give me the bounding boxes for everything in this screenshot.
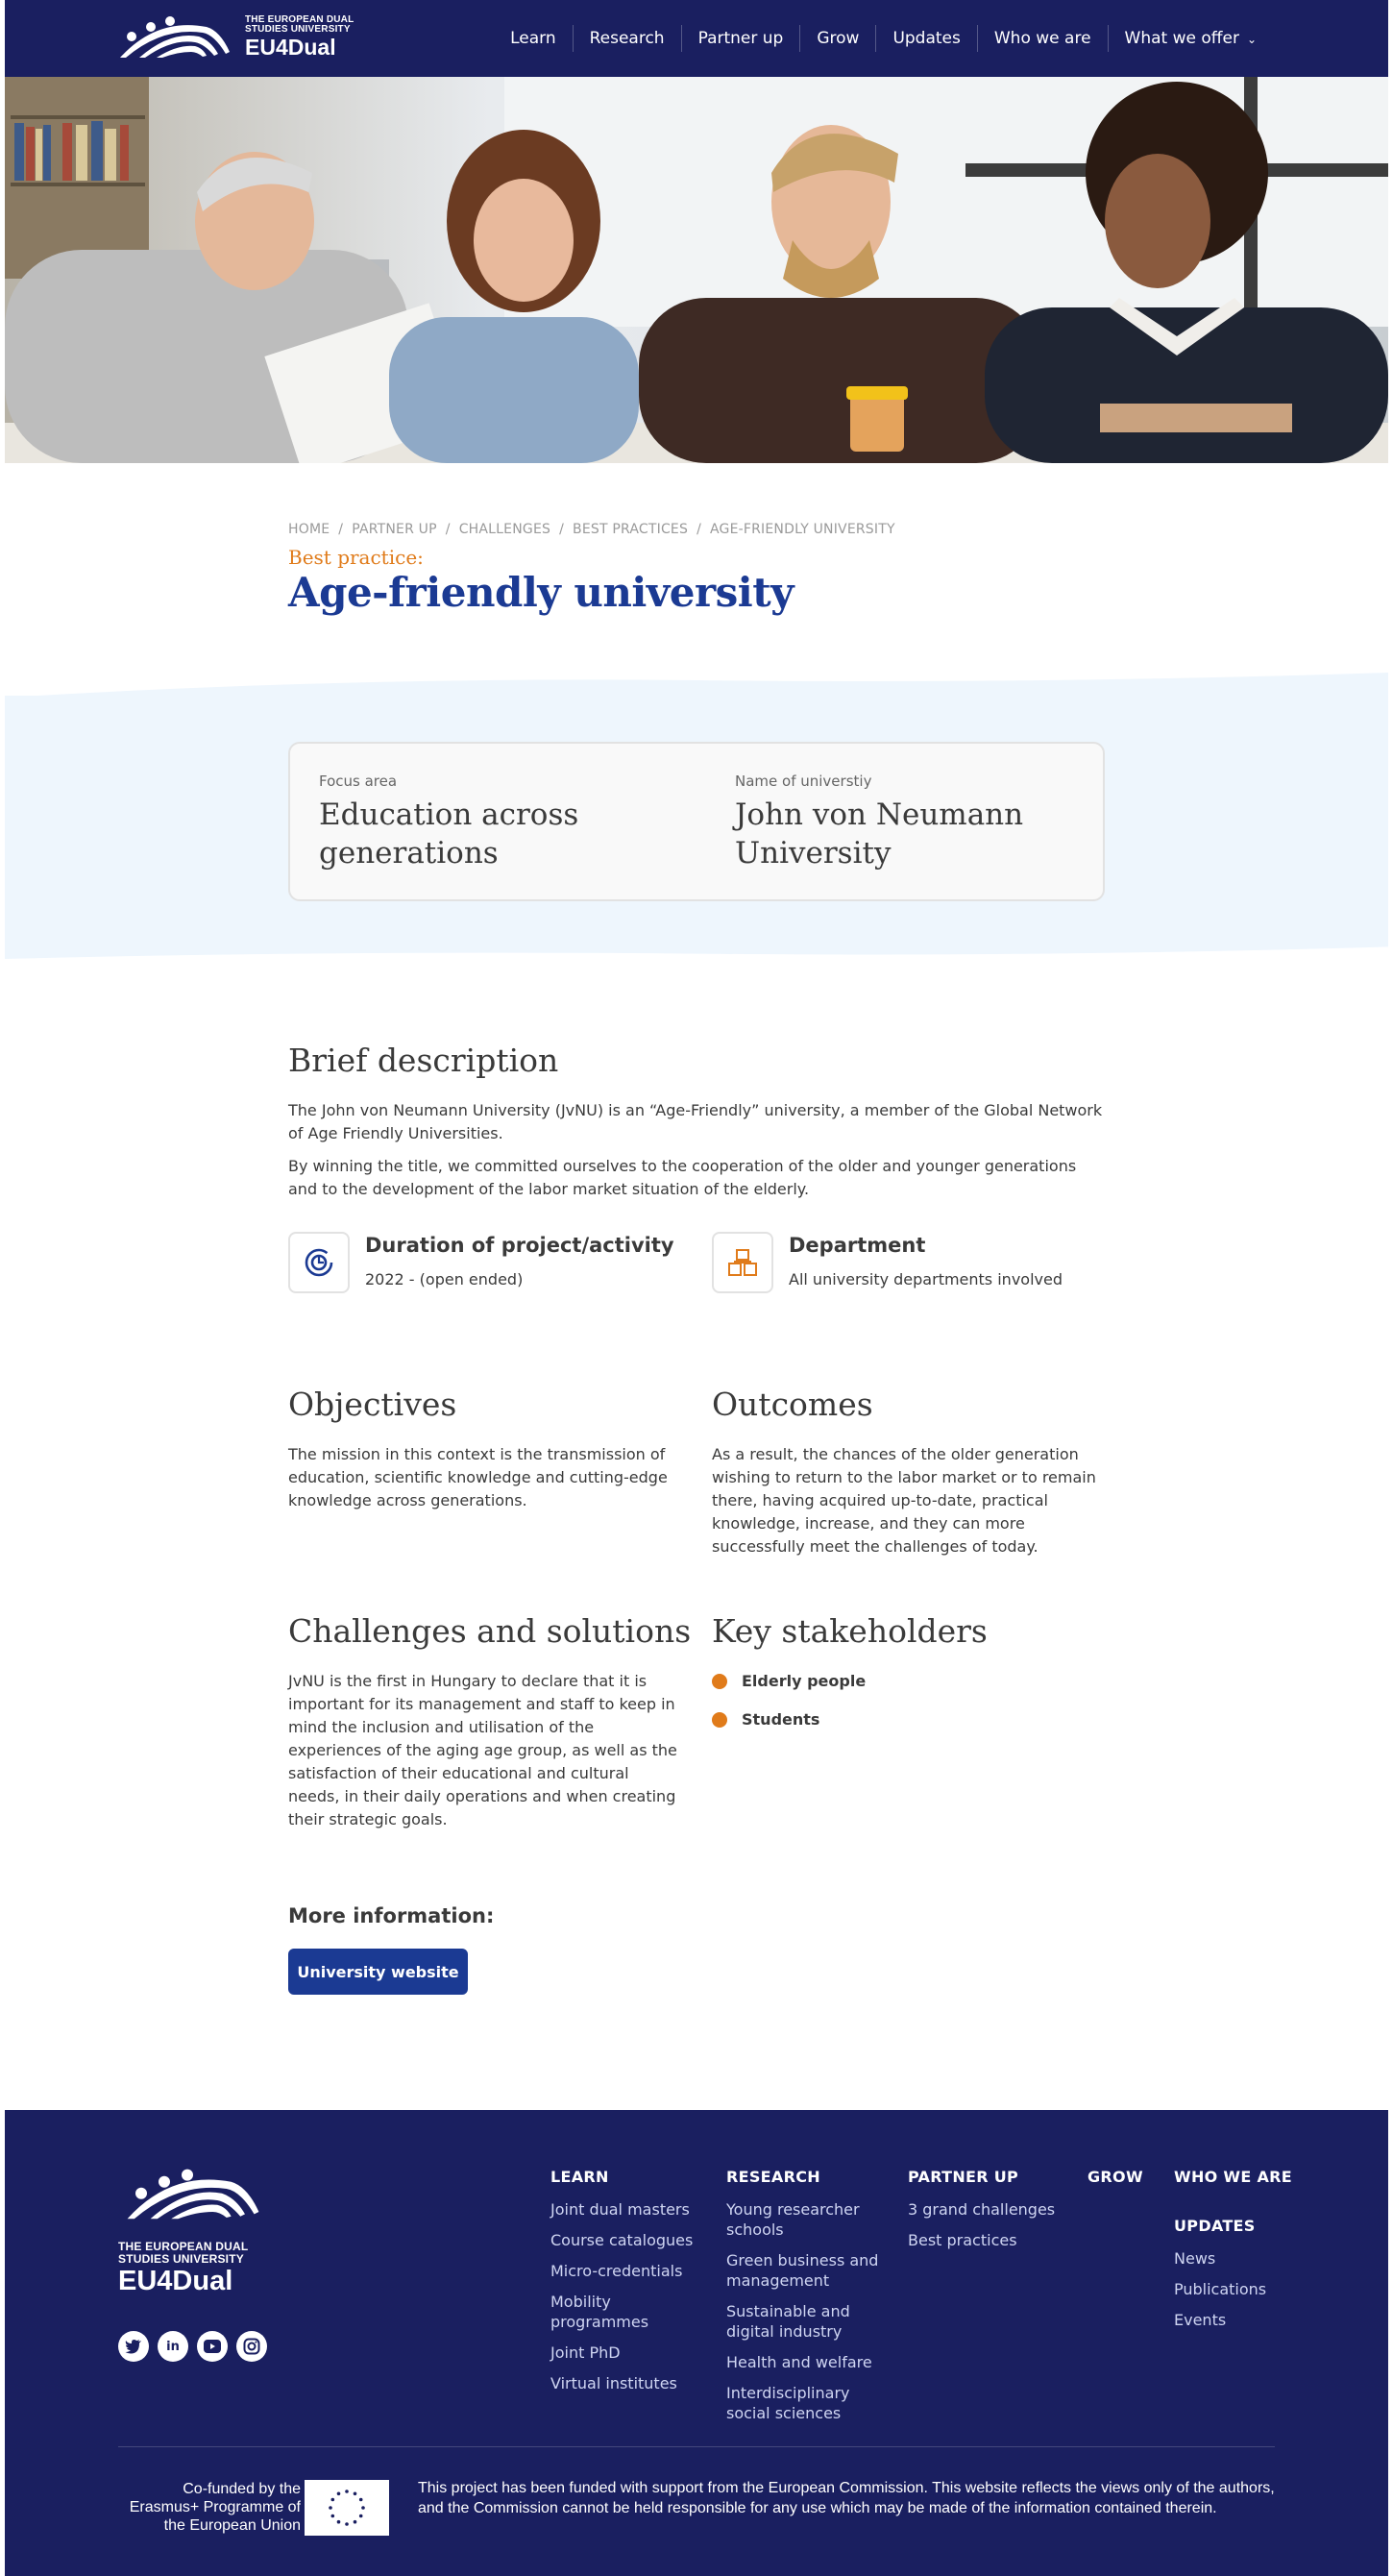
logo-mark-icon	[118, 13, 232, 61]
breadcrumb-best-practices[interactable]: BEST PRACTICES	[573, 522, 689, 537]
breadcrumb	[288, 522, 895, 537]
footer-link[interactable]: 3 grand challenges	[908, 2200, 1056, 2219]
footer-logo[interactable]	[118, 2166, 268, 2296]
challenges-text: JvNU is the first in Hungary to declare that it is important for its management and staff to keep in mind the inclusion and utilisation of the experiences of the aging age group, as well as the satisfaction of their educational and cultural needs, in their daily operations and when creating their strategic goals.	[288, 1672, 677, 1828]
chevron-down-icon: ⌄	[1246, 33, 1257, 46]
hero-photo-illustration	[5, 77, 1388, 463]
footer-link[interactable]: Best practices	[908, 2231, 1017, 2249]
logo-line-1: THE EUROPEAN DUAL	[245, 14, 354, 25]
objectives-title: Objectives	[288, 1386, 457, 1423]
focus-area-value: Education across generations	[319, 797, 579, 871]
breadcrumb-partner-up[interactable]: PARTNER UP	[352, 522, 437, 537]
focus-area	[319, 773, 684, 872]
band-wave-bottom	[5, 942, 1388, 959]
twitter-icon[interactable]	[118, 2331, 149, 2362]
footer-link[interactable]: Events	[1174, 2311, 1227, 2329]
footer-link[interactable]: Green business and management	[726, 2251, 879, 2290]
band-wave	[5, 673, 1388, 698]
nav-what-we-offer[interactable]	[1108, 25, 1273, 52]
department-building-icon	[726, 1246, 759, 1279]
footer-col-partner-up	[908, 2168, 1062, 2261]
nav-updates[interactable]: Updates	[875, 25, 976, 52]
breadcrumb-separator: /	[559, 522, 565, 537]
nav-learn[interactable]: Learn	[510, 29, 556, 48]
footer-heading-partner-up[interactable]: PARTNER UP	[908, 2168, 1019, 2186]
breadcrumb-separator: /	[445, 522, 451, 537]
outcomes-text: As a result, the chances of the older generation wishing to return to the labor market or to remain there, having acquired up-to-date, practical knowledge, increase, and they can more successfully meet the challenges of today.	[712, 1445, 1096, 1556]
youtube-icon[interactable]	[197, 2331, 228, 2362]
footer-heading-learn[interactable]: LEARN	[550, 2168, 609, 2186]
clock-icon	[303, 1246, 335, 1279]
logo-name: EU4Dual	[245, 35, 336, 60]
more-info-title: More information:	[288, 1904, 495, 1927]
nav-what-we-offer-label: What we offer	[1124, 29, 1239, 48]
page-kicker: Best practice:	[288, 546, 424, 569]
university-name-label: Name of universtiy	[735, 773, 872, 790]
stakeholder-label: Students	[742, 1710, 820, 1729]
footer-logo-name: EU4Dual	[118, 2266, 233, 2296]
breadcrumb-current: AGE-FRIENDLY UNIVERSITY	[709, 522, 895, 537]
footer-col-learn	[550, 2168, 714, 2404]
duration-icon-box	[288, 1232, 350, 1293]
footer-col-research	[726, 2168, 880, 2434]
nav-research[interactable]: Research	[573, 25, 681, 52]
footer-heading-updates[interactable]: UPDATES	[1174, 2217, 1256, 2235]
footer-link[interactable]: Micro-credentials	[550, 2262, 683, 2280]
department-icon-box	[712, 1232, 773, 1293]
hero-image	[5, 77, 1388, 463]
footer-link[interactable]: Joint dual masters	[550, 2200, 690, 2219]
footer-logo-mark-icon	[118, 2166, 268, 2223]
breadcrumb-separator: /	[696, 522, 701, 537]
footer-heading-research[interactable]: RESEARCH	[726, 2168, 820, 2186]
department-title: Department	[789, 1234, 926, 1257]
breadcrumb-home[interactable]: HOME	[288, 522, 330, 537]
stakeholders-title: Key stakeholders	[712, 1612, 988, 1650]
linkedin-icon[interactable]: in	[158, 2331, 188, 2362]
footer-link[interactable]: Health and welfare	[726, 2353, 872, 2371]
stakeholder-label: Elderly people	[742, 1672, 867, 1690]
nav-grow[interactable]: Grow	[799, 25, 875, 52]
footer-link[interactable]: Virtual institutes	[550, 2374, 677, 2392]
footer-link[interactable]: Publications	[1174, 2280, 1267, 2298]
nav-partner-up[interactable]: Partner up	[681, 25, 800, 52]
footer-divider	[118, 2446, 1275, 2447]
footer-col-grow	[1088, 2168, 1155, 2199]
focus-area-label: Focus area	[319, 773, 398, 790]
logo-line-2: STUDIES UNIVERSITY	[245, 24, 351, 35]
footer	[5, 2110, 1388, 2576]
university-website-button[interactable]: University website	[288, 1949, 468, 1995]
university-name	[735, 773, 1081, 872]
eu-flag-icon	[305, 2480, 389, 2536]
footer-heading-who-we-are[interactable]: WHO WE ARE	[1174, 2168, 1292, 2186]
challenges-title: Challenges and solutions	[288, 1612, 692, 1650]
social-links	[118, 2331, 276, 2362]
footer-link[interactable]: Interdisciplinary social sciences	[726, 2384, 850, 2422]
footer-logo-line-2: STUDIES UNIVERSITY	[118, 2252, 244, 2266]
info-card	[288, 742, 1105, 901]
site-logo[interactable]	[118, 13, 354, 61]
footer-col-who-we-are	[1174, 2168, 1292, 2341]
nav-who-we-are[interactable]: Who we are	[977, 25, 1108, 52]
brief-description-title: Brief description	[288, 1042, 559, 1079]
duration-value: 2022 - (open ended)	[365, 1270, 524, 1288]
department-value: All university departments involved	[789, 1270, 1063, 1288]
footer-logo-line-1: THE EUROPEAN DUAL	[118, 2240, 249, 2253]
logo-text	[245, 15, 354, 60]
top-navigation	[5, 0, 1388, 77]
footer-link[interactable]: Course catalogues	[550, 2231, 694, 2249]
breadcrumb-separator: /	[338, 522, 344, 537]
bullet-icon	[712, 1712, 727, 1728]
funding-disclaimer: This project has been funded with support from the European Commission. This website reflects the views only of the authors, and the Commission cannot be held responsible for any use which may be made of the information contained therein.	[418, 2480, 1275, 2516]
objectives-text: The mission in this context is the transmission of education, scientific knowledge and cutting-edge knowledge across generations.	[288, 1445, 668, 1509]
brief-description-p1: The John von Neumann University (JvNU) is an “Age-Friendly” university, a member of the Global Network of Age Friendly Universities.	[288, 1101, 1103, 1142]
bullet-icon	[712, 1674, 727, 1689]
main-menu	[494, 0, 1273, 77]
footer-link[interactable]: News	[1174, 2249, 1216, 2268]
breadcrumb-challenges[interactable]: CHALLENGES	[458, 522, 551, 537]
stakeholder-item	[712, 1672, 866, 1690]
duration-title: Duration of project/activity	[365, 1234, 674, 1257]
stakeholder-item	[712, 1710, 819, 1729]
footer-link[interactable]: Mobility programmes	[550, 2293, 649, 2331]
outcomes-title: Outcomes	[712, 1386, 873, 1423]
footer-link[interactable]: Sustainable and digital industry	[726, 2302, 850, 2341]
footer-link[interactable]: Young researcher schools	[726, 2200, 860, 2239]
university-name-value: John von Neumann University	[735, 797, 1024, 871]
brief-description-p2: By winning the title, we committed ourselves to the cooperation of the older and younger generations and to the development of the labor market situation of the elderly.	[288, 1157, 1077, 1198]
footer-heading-grow[interactable]: GROW	[1088, 2168, 1143, 2186]
instagram-icon[interactable]	[236, 2331, 267, 2362]
cofund-text: Co-funded by the Erasmus+ Programme of the European Union	[129, 2481, 301, 2534]
footer-link[interactable]: Joint PhD	[550, 2343, 621, 2362]
page-title: Age-friendly university	[288, 569, 794, 616]
